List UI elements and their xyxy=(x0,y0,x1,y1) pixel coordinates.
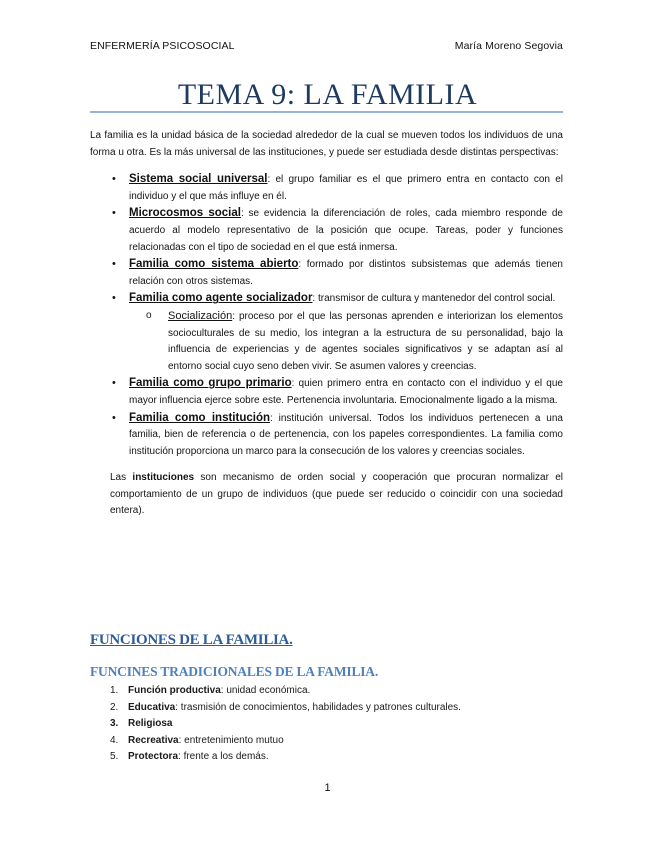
inst-prefix: Las xyxy=(110,472,133,484)
item-number: 5. xyxy=(110,751,119,762)
page-header xyxy=(90,40,563,52)
bullet-icon: • xyxy=(112,411,116,424)
functions-list xyxy=(90,683,461,766)
perspective-term: Microcosmos social xyxy=(129,207,241,220)
list-item xyxy=(90,205,563,256)
function-desc: : frente a los demás. xyxy=(178,751,269,762)
item-number: 2. xyxy=(110,701,119,713)
list-item xyxy=(90,171,563,205)
bullet-icon: • xyxy=(112,207,116,220)
list-item xyxy=(90,749,461,766)
function-name: Educativa xyxy=(128,701,176,713)
page-number: 1 xyxy=(324,782,331,794)
intro-paragraph: La familia es la unidad básica de la sociedad alrededor de la cual se mueven todos los individuos de una forma u otra. Es la más universal de las instituciones, y puede ser estudiada desde distintas perspectivas: xyxy=(90,130,563,158)
perspective-text: : institución universal. Todos los individuos pertenecen a una familia, bien de referencia o de pertenencia, con los papeles correspondientes. La familia como institución proporciona un marco para la consecución de los valores y creencias sociales. xyxy=(129,412,563,457)
item-number: 4. xyxy=(110,734,119,746)
header-course: ENFERMERÍA PSICOSOCIAL xyxy=(90,40,235,52)
circle-bullet-icon: o xyxy=(146,309,152,321)
list-item xyxy=(90,256,563,290)
function-name: Religiosa xyxy=(128,718,173,729)
list-item xyxy=(90,716,461,733)
subsection-heading: FUNCINES TRADICIONALES DE LA FAMILIA. xyxy=(90,664,379,679)
perspective-text: : transmisor de cultura y mantenedor del control social. xyxy=(312,293,556,305)
list-item xyxy=(90,410,563,461)
function-name: Protectora xyxy=(128,751,179,762)
function-name: Función productiva xyxy=(128,685,221,696)
perspective-term: Sistema social universal xyxy=(129,173,268,186)
perspective-text: : quien primero entra en contacto con el individuo y el que mayor influencia ejerce sobre este. Pertenencia involuntaria. Emocionalmente ligado a la misma. xyxy=(129,378,563,406)
bullet-icon: • xyxy=(112,377,116,390)
list-item xyxy=(90,290,563,308)
function-desc: : entretenimiento mutuo xyxy=(178,734,284,746)
function-desc: : unidad económica. xyxy=(220,685,311,696)
title-underline-rule xyxy=(90,111,563,113)
list-item xyxy=(90,683,461,700)
document-body xyxy=(90,128,563,520)
header-author: María Moreno Segovia xyxy=(454,40,563,52)
list-item xyxy=(90,733,461,750)
item-number: 1. xyxy=(110,685,119,696)
inst-rest: son mecanismo de orden social y cooperación que procuran normalizar el comportamiento de un grupo de individuos (que puede ser reducido o coincidir con una sociedad entera). xyxy=(110,472,563,517)
perspectives-list-continued xyxy=(90,375,563,460)
sub-text: : proceso por el que las personas aprenden e interiorizan los elementos socioculturales de su medio, los integran a la estructura de su personalidad, bajo la influencia de experiencias y de agentes sociales significativos y se adaptan así al entorno social cuyo seno deben vivir. Se asumen valores y creencias. xyxy=(168,310,563,372)
bullet-icon: • xyxy=(112,292,116,305)
perspective-text: : el grupo familiar es el que primero entra en contacto con el individuo y el que más influye en él. xyxy=(129,174,563,202)
list-item xyxy=(90,375,563,409)
perspective-term: Familia como grupo primario xyxy=(129,377,292,390)
bullet-icon: • xyxy=(112,173,116,186)
instituciones-paragraph xyxy=(90,470,563,520)
perspectives-list xyxy=(90,171,563,308)
function-desc: : trasmisión de conocimientos, habilidades y patrones culturales. xyxy=(175,701,461,713)
section-heading: FUNCIONES DE LA FAMILIA. xyxy=(90,632,293,648)
sub-term: Socialización xyxy=(168,309,233,322)
list-item xyxy=(90,700,461,717)
perspective-text: : formado por distintos subsistemas que además tienen relación con otros sistemas. xyxy=(129,259,563,287)
perspective-text: : se evidencia la diferenciación de roles, cada miembro responde de acuerdo al modelo representativo de la posición que ocupe. Tareas, poder y funciones relacionadas con el tipo de sociedad en el que está inmersa. xyxy=(129,208,563,253)
function-name: Recreativa xyxy=(128,734,179,746)
sub-list-item xyxy=(90,308,563,375)
socializacion-sublist xyxy=(90,308,563,375)
perspective-term: Familia como sistema abierto xyxy=(129,258,299,271)
perspective-term: Familia como agente socializador xyxy=(129,292,313,305)
page-title: TEMA 9: LA FAMILIA xyxy=(177,78,478,111)
bullet-icon: • xyxy=(112,258,116,271)
inst-bold-term: instituciones xyxy=(132,472,195,484)
item-number: 3. xyxy=(110,718,119,729)
perspective-term: Familia como institución xyxy=(129,411,270,424)
